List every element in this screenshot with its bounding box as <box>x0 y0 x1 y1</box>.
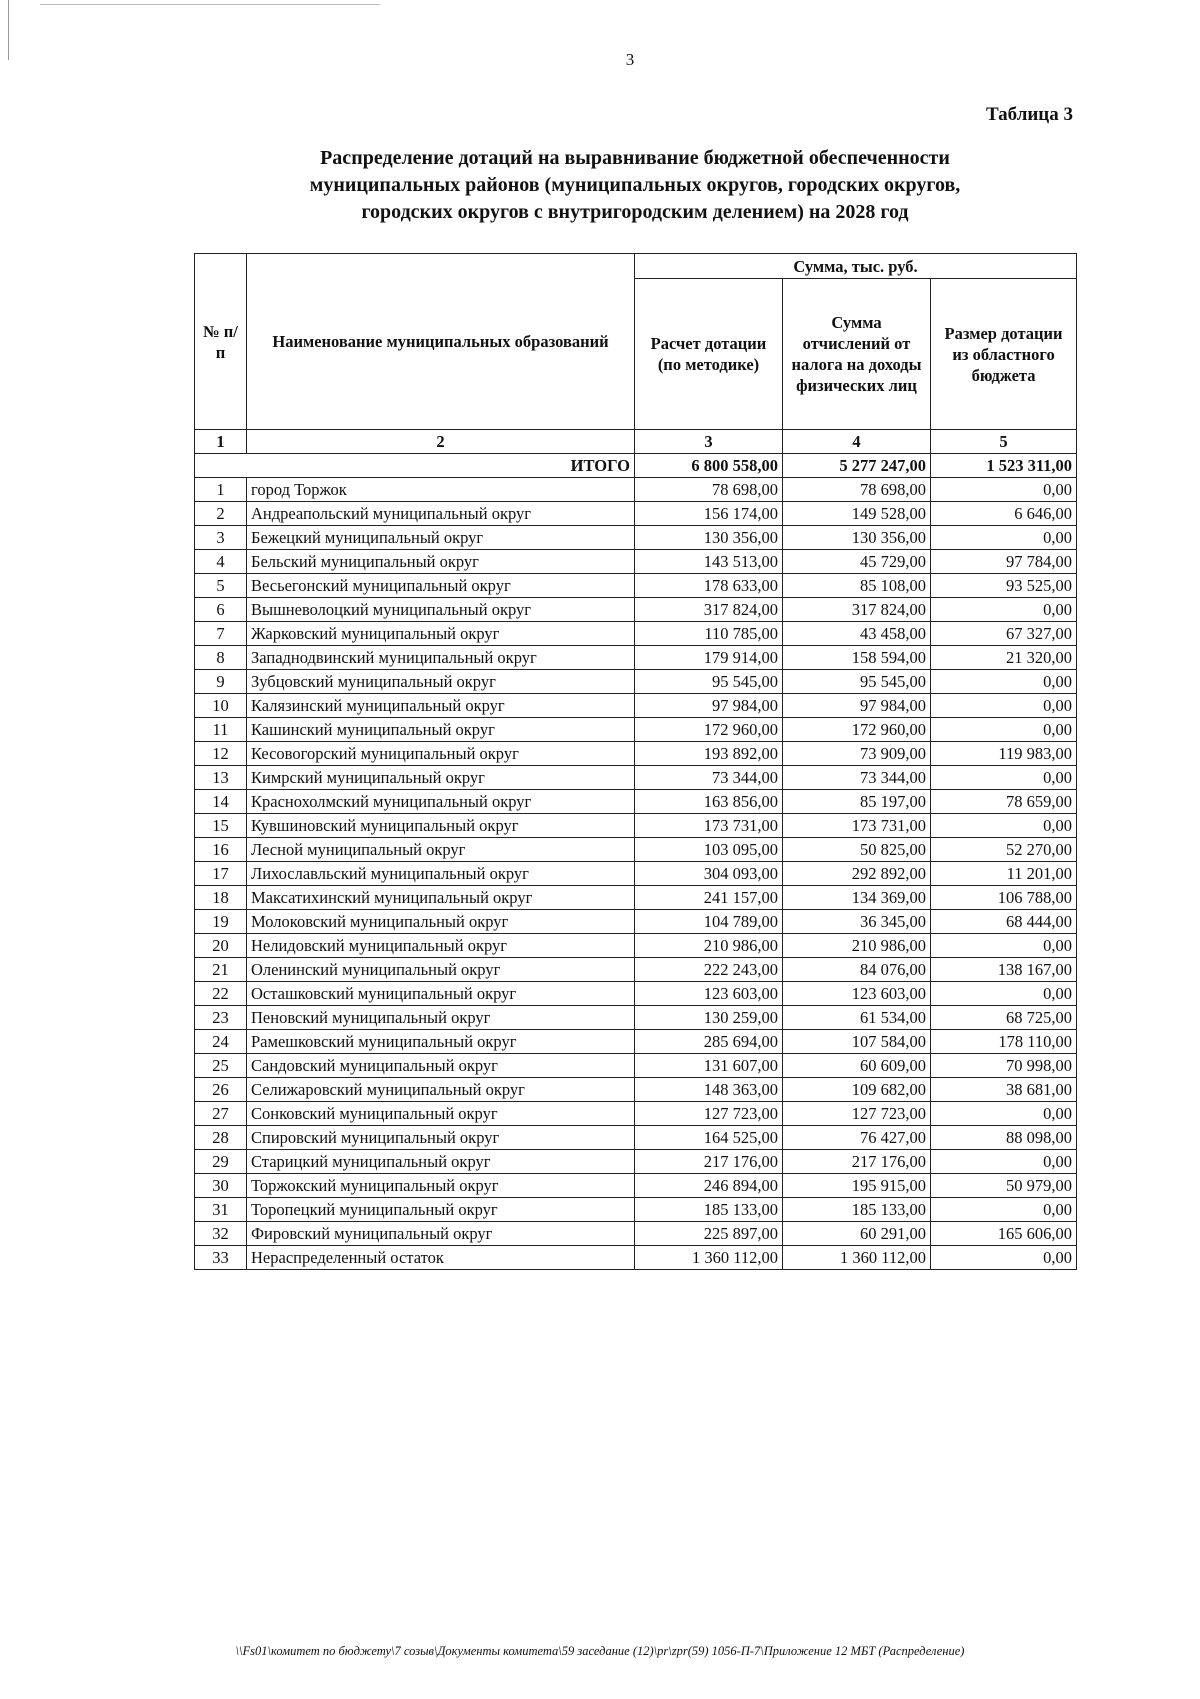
municipality-name: Кувшиновский муниципальный округ <box>247 814 635 838</box>
calc-value: 246 894,00 <box>635 1174 783 1198</box>
total-grant: 1 523 311,00 <box>931 454 1077 478</box>
ndfl-value: 73 344,00 <box>783 766 931 790</box>
grant-value: 119 983,00 <box>931 742 1077 766</box>
page-number: 3 <box>625 50 635 69</box>
row-number: 16 <box>195 838 247 862</box>
grant-value: 178 110,00 <box>931 1030 1077 1054</box>
calc-value: 123 603,00 <box>635 982 783 1006</box>
calc-value: 217 176,00 <box>635 1150 783 1174</box>
row-number: 20 <box>195 934 247 958</box>
header-grant: Размер дотации из областного бюджета <box>931 279 1077 430</box>
grant-value: 165 606,00 <box>931 1222 1077 1246</box>
calc-value: 1 360 112,00 <box>635 1246 783 1270</box>
grant-value: 0,00 <box>931 670 1077 694</box>
grant-value: 97 784,00 <box>931 550 1077 574</box>
ndfl-value: 134 369,00 <box>783 886 931 910</box>
ndfl-value: 97 984,00 <box>783 694 931 718</box>
municipality-name: Молоковский муниципальный округ <box>247 910 635 934</box>
header-sum-group: Сумма, тыс. руб. <box>635 254 1077 279</box>
total-row <box>195 454 1077 478</box>
ndfl-value: 60 609,00 <box>783 1054 931 1078</box>
table-row <box>195 1198 1077 1222</box>
column-number-row <box>195 430 1077 454</box>
municipality-name: Оленинский муниципальный округ <box>247 958 635 982</box>
calc-value: 148 363,00 <box>635 1078 783 1102</box>
municipality-name: Кесовогорский муниципальный округ <box>247 742 635 766</box>
calc-value: 178 633,00 <box>635 574 783 598</box>
row-number: 3 <box>195 526 247 550</box>
row-number: 1 <box>195 478 247 502</box>
municipality-name: Жарковский муниципальный округ <box>247 622 635 646</box>
grant-value: 88 098,00 <box>931 1126 1077 1150</box>
municipality-name: Андреапольский муниципальный округ <box>247 502 635 526</box>
grant-value: 38 681,00 <box>931 1078 1077 1102</box>
ndfl-value: 123 603,00 <box>783 982 931 1006</box>
table-row <box>195 598 1077 622</box>
table-row <box>195 694 1077 718</box>
grant-value: 21 320,00 <box>931 646 1077 670</box>
ndfl-value: 36 345,00 <box>783 910 931 934</box>
row-number: 27 <box>195 1102 247 1126</box>
table-row <box>195 1126 1077 1150</box>
row-number: 7 <box>195 622 247 646</box>
row-number: 22 <box>195 982 247 1006</box>
footer-file-path: \\Fs01\комитет по бюджету\7 созыв\Документы комитета\59 заседание (12)\pr\zpr(59) 1056-П-7\Приложение 12 МБТ (Распределение) <box>235 1644 965 1658</box>
grant-value: 0,00 <box>931 694 1077 718</box>
title-line: Распределение дотаций на выравнивание бюджетной обеспеченности <box>320 147 950 169</box>
table-row <box>195 526 1077 550</box>
grant-value: 78 659,00 <box>931 790 1077 814</box>
grant-value: 68 444,00 <box>931 910 1077 934</box>
table-row <box>195 1054 1077 1078</box>
calc-value: 241 157,00 <box>635 886 783 910</box>
calc-value: 172 960,00 <box>635 718 783 742</box>
table-row <box>195 1030 1077 1054</box>
calc-value: 163 856,00 <box>635 790 783 814</box>
grant-value: 50 979,00 <box>931 1174 1077 1198</box>
municipality-name: Спировский муниципальный округ <box>247 1126 635 1150</box>
grant-value: 0,00 <box>931 526 1077 550</box>
grant-value: 0,00 <box>931 1102 1077 1126</box>
municipality-name: Торопецкий муниципальный округ <box>247 1198 635 1222</box>
table-row <box>195 622 1077 646</box>
municipality-name: Краснохолмский муниципальный округ <box>247 790 635 814</box>
calc-value: 95 545,00 <box>635 670 783 694</box>
municipality-name: Лесной муниципальный округ <box>247 838 635 862</box>
municipality-name: Бельский муниципальный округ <box>247 550 635 574</box>
table-row <box>195 886 1077 910</box>
row-number: 28 <box>195 1126 247 1150</box>
table-row <box>195 574 1077 598</box>
municipality-name: Зубцовский муниципальный округ <box>247 670 635 694</box>
document-title <box>240 145 1030 226</box>
total-ndfl: 5 277 247,00 <box>783 454 931 478</box>
table-row <box>195 1222 1077 1246</box>
municipality-name: Нелидовский муниципальный округ <box>247 934 635 958</box>
municipality-name: Кашинский муниципальный округ <box>247 718 635 742</box>
municipality-name: Фировский муниципальный округ <box>247 1222 635 1246</box>
table-row <box>195 478 1077 502</box>
calc-value: 164 525,00 <box>635 1126 783 1150</box>
table-row <box>195 862 1077 886</box>
ndfl-value: 45 729,00 <box>783 550 931 574</box>
calc-value: 73 344,00 <box>635 766 783 790</box>
row-number: 24 <box>195 1030 247 1054</box>
table-row <box>195 814 1077 838</box>
table-row <box>195 742 1077 766</box>
grant-value: 0,00 <box>931 1246 1077 1270</box>
grant-value: 70 998,00 <box>931 1054 1077 1078</box>
municipality-name: Рамешковский муниципальный округ <box>247 1030 635 1054</box>
calc-value: 193 892,00 <box>635 742 783 766</box>
grant-value: 68 725,00 <box>931 1006 1077 1030</box>
calc-value: 185 133,00 <box>635 1198 783 1222</box>
municipality-name: Селижаровский муниципальный округ <box>247 1078 635 1102</box>
row-number: 11 <box>195 718 247 742</box>
ndfl-value: 292 892,00 <box>783 862 931 886</box>
calc-value: 97 984,00 <box>635 694 783 718</box>
ndfl-value: 130 356,00 <box>783 526 931 550</box>
calc-value: 222 243,00 <box>635 958 783 982</box>
header-name: Наименование муниципальных образований <box>247 254 635 430</box>
grant-value: 138 167,00 <box>931 958 1077 982</box>
header-calc: Расчет дотации (по методике) <box>635 279 783 430</box>
ndfl-value: 317 824,00 <box>783 598 931 622</box>
ndfl-value: 76 427,00 <box>783 1126 931 1150</box>
table-row <box>195 1150 1077 1174</box>
ndfl-value: 95 545,00 <box>783 670 931 694</box>
municipality-name: город Торжок <box>247 478 635 502</box>
row-number: 29 <box>195 1150 247 1174</box>
grant-value: 0,00 <box>931 718 1077 742</box>
total-label: ИТОГО <box>195 454 635 478</box>
grant-value: 106 788,00 <box>931 886 1077 910</box>
ndfl-value: 1 360 112,00 <box>783 1246 931 1270</box>
row-number: 19 <box>195 910 247 934</box>
table-row <box>195 838 1077 862</box>
grant-value: 0,00 <box>931 982 1077 1006</box>
ndfl-value: 109 682,00 <box>783 1078 931 1102</box>
calc-value: 317 824,00 <box>635 598 783 622</box>
grant-value: 0,00 <box>931 1198 1077 1222</box>
table-row <box>195 934 1077 958</box>
row-number: 32 <box>195 1222 247 1246</box>
municipality-name: Пеновский муниципальный округ <box>247 1006 635 1030</box>
ndfl-value: 50 825,00 <box>783 838 931 862</box>
scan-top-line <box>40 4 380 5</box>
row-number: 33 <box>195 1246 247 1270</box>
grant-value: 0,00 <box>931 478 1077 502</box>
ndfl-value: 85 197,00 <box>783 790 931 814</box>
table-row <box>195 790 1077 814</box>
ndfl-value: 85 108,00 <box>783 574 931 598</box>
calc-value: 304 093,00 <box>635 862 783 886</box>
municipality-name: Вышневолоцкий муниципальный округ <box>247 598 635 622</box>
municipality-name: Нераспределенный остаток <box>247 1246 635 1270</box>
row-number: 13 <box>195 766 247 790</box>
grant-value: 6 646,00 <box>931 502 1077 526</box>
ndfl-value: 149 528,00 <box>783 502 931 526</box>
municipality-name: Максатихинский муниципальный округ <box>247 886 635 910</box>
header-num: № п/п <box>195 254 247 430</box>
municipality-name: Старицкий муниципальный округ <box>247 1150 635 1174</box>
table-row <box>195 550 1077 574</box>
row-number: 18 <box>195 886 247 910</box>
ndfl-value: 78 698,00 <box>783 478 931 502</box>
calc-value: 78 698,00 <box>635 478 783 502</box>
calc-value: 156 174,00 <box>635 502 783 526</box>
table-row <box>195 502 1077 526</box>
municipality-name: Западнодвинский муниципальный округ <box>247 646 635 670</box>
calc-value: 127 723,00 <box>635 1102 783 1126</box>
ndfl-value: 158 594,00 <box>783 646 931 670</box>
calc-value: 131 607,00 <box>635 1054 783 1078</box>
table-row <box>195 910 1077 934</box>
municipality-name: Калязинский муниципальный округ <box>247 694 635 718</box>
row-number: 30 <box>195 1174 247 1198</box>
calc-value: 143 513,00 <box>635 550 783 574</box>
ndfl-value: 107 584,00 <box>783 1030 931 1054</box>
grant-value: 0,00 <box>931 934 1077 958</box>
table-row <box>195 646 1077 670</box>
col-number: 1 <box>195 430 247 454</box>
municipality-name: Лихославльский муниципальный округ <box>247 862 635 886</box>
table-row <box>195 718 1077 742</box>
table-label: Таблица 3 <box>985 104 1073 125</box>
ndfl-value: 217 176,00 <box>783 1150 931 1174</box>
ndfl-value: 43 458,00 <box>783 622 931 646</box>
row-number: 9 <box>195 670 247 694</box>
table-row <box>195 1006 1077 1030</box>
ndfl-value: 195 915,00 <box>783 1174 931 1198</box>
calc-value: 103 095,00 <box>635 838 783 862</box>
municipality-name: Сонковский муниципальный округ <box>247 1102 635 1126</box>
grant-value: 0,00 <box>931 1150 1077 1174</box>
ndfl-value: 127 723,00 <box>783 1102 931 1126</box>
grant-value: 52 270,00 <box>931 838 1077 862</box>
ndfl-value: 73 909,00 <box>783 742 931 766</box>
table-row <box>195 670 1077 694</box>
title-line: городских округов с внутригородским делением) на 2028 год <box>361 201 909 223</box>
row-number: 12 <box>195 742 247 766</box>
header-ndfl: Сумма отчислений от налога на доходы физических лиц <box>783 279 931 430</box>
row-number: 25 <box>195 1054 247 1078</box>
ndfl-value: 172 960,00 <box>783 718 931 742</box>
row-number: 6 <box>195 598 247 622</box>
row-number: 21 <box>195 958 247 982</box>
row-number: 8 <box>195 646 247 670</box>
col-number: 2 <box>247 430 635 454</box>
ndfl-value: 60 291,00 <box>783 1222 931 1246</box>
grant-value: 93 525,00 <box>931 574 1077 598</box>
table-row <box>195 766 1077 790</box>
calc-value: 110 785,00 <box>635 622 783 646</box>
municipality-name: Весьегонский муниципальный округ <box>247 574 635 598</box>
calc-value: 210 986,00 <box>635 934 783 958</box>
municipality-name: Бежецкий муниципальный округ <box>247 526 635 550</box>
calc-value: 225 897,00 <box>635 1222 783 1246</box>
calc-value: 285 694,00 <box>635 1030 783 1054</box>
grant-value: 0,00 <box>931 814 1077 838</box>
col-number: 4 <box>783 430 931 454</box>
col-number: 3 <box>635 430 783 454</box>
municipality-name: Сандовский муниципальный округ <box>247 1054 635 1078</box>
ndfl-value: 84 076,00 <box>783 958 931 982</box>
municipality-name: Осташковский муниципальный округ <box>247 982 635 1006</box>
row-number: 26 <box>195 1078 247 1102</box>
table-row <box>195 958 1077 982</box>
table-row <box>195 1174 1077 1198</box>
calc-value: 130 356,00 <box>635 526 783 550</box>
row-number: 15 <box>195 814 247 838</box>
table-row <box>195 1078 1077 1102</box>
grant-value: 67 327,00 <box>931 622 1077 646</box>
row-number: 31 <box>195 1198 247 1222</box>
row-number: 17 <box>195 862 247 886</box>
grant-value: 0,00 <box>931 766 1077 790</box>
calc-value: 130 259,00 <box>635 1006 783 1030</box>
grant-value: 11 201,00 <box>931 862 1077 886</box>
row-number: 23 <box>195 1006 247 1030</box>
grant-value: 0,00 <box>931 598 1077 622</box>
calc-value: 173 731,00 <box>635 814 783 838</box>
row-number: 2 <box>195 502 247 526</box>
ndfl-value: 61 534,00 <box>783 1006 931 1030</box>
row-number: 5 <box>195 574 247 598</box>
ndfl-value: 173 731,00 <box>783 814 931 838</box>
subsidy-distribution-table <box>194 253 1077 1270</box>
title-line: муниципальных районов (муниципальных округов, городских округов, <box>309 174 961 196</box>
calc-value: 179 914,00 <box>635 646 783 670</box>
row-number: 10 <box>195 694 247 718</box>
ndfl-value: 210 986,00 <box>783 934 931 958</box>
row-number: 4 <box>195 550 247 574</box>
municipality-name: Кимрский муниципальный округ <box>247 766 635 790</box>
row-number: 14 <box>195 790 247 814</box>
calc-value: 104 789,00 <box>635 910 783 934</box>
table-row <box>195 1246 1077 1270</box>
ndfl-value: 185 133,00 <box>783 1198 931 1222</box>
municipality-name: Торжокский муниципальный округ <box>247 1174 635 1198</box>
col-number: 5 <box>931 430 1077 454</box>
table-row <box>195 982 1077 1006</box>
table-row <box>195 1102 1077 1126</box>
total-calc: 6 800 558,00 <box>635 454 783 478</box>
